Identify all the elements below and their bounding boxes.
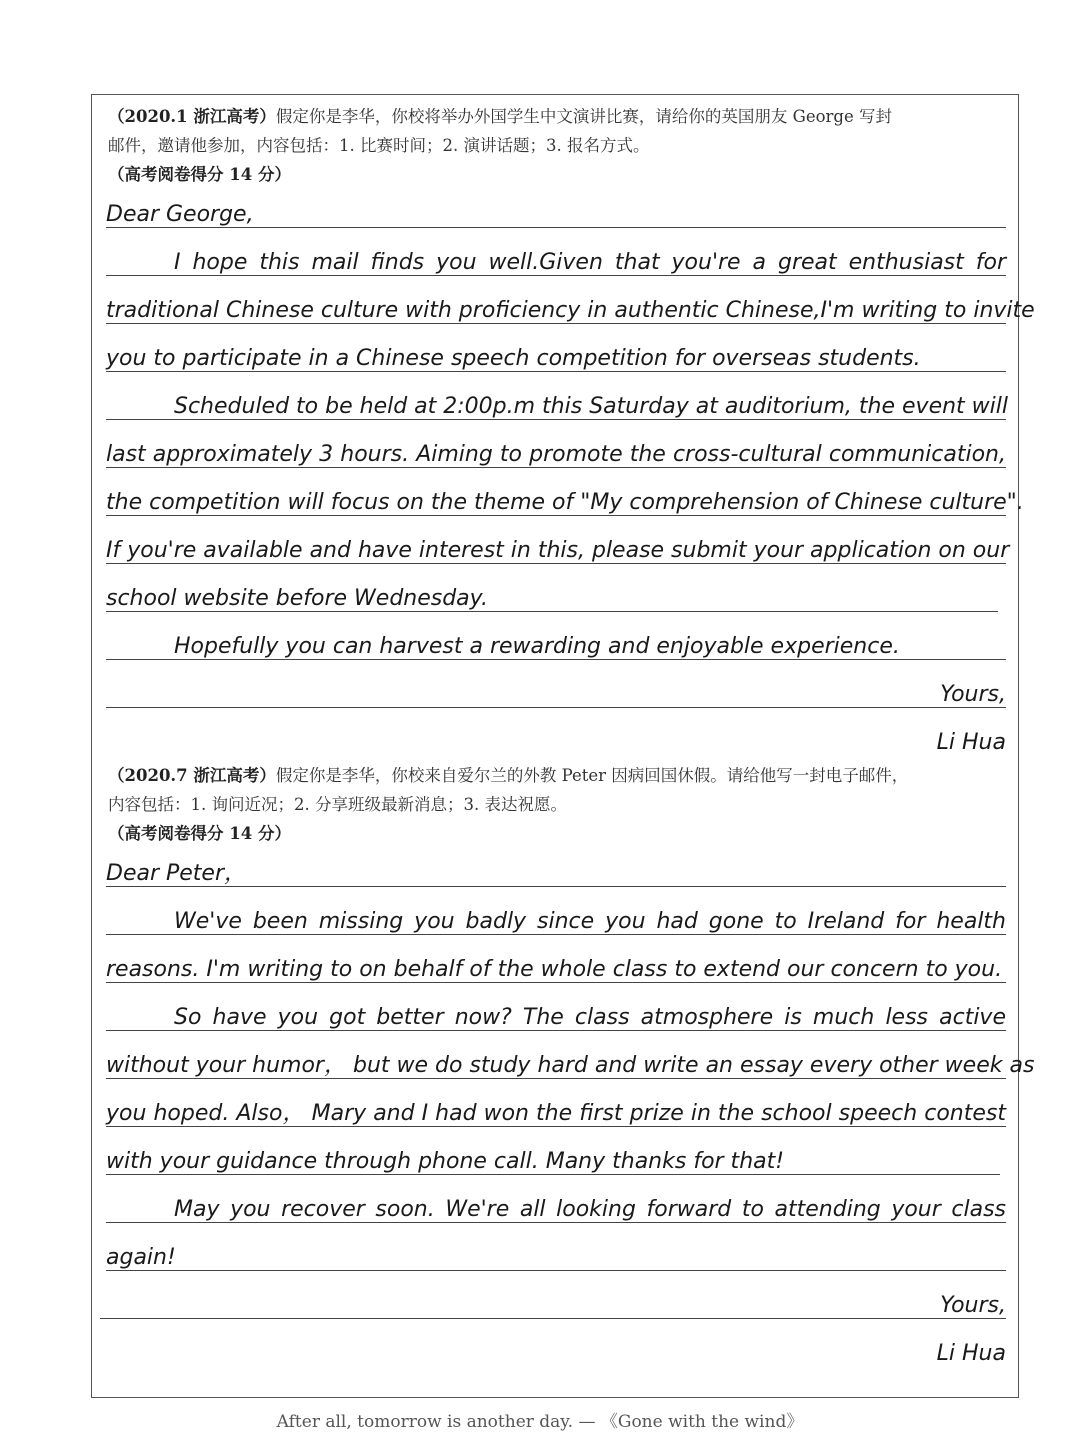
- letter1-line: If you're available and have interest in this, please submit your application on our: [106, 534, 1006, 564]
- letter1-line: last approximately 3 hours. Aiming to promote the cross-cultural communication,: [106, 438, 1006, 468]
- prompt-1: [108, 102, 1008, 160]
- letter2-line: without your humor， but we do study hard and write an essay every other week as: [106, 1049, 1006, 1079]
- letter2-line: May you recover soon. We're all looking forward to attending your class: [106, 1193, 1006, 1223]
- closing-1: Yours,: [106, 678, 1006, 708]
- letter1-line: the competition will focus on the theme of "My comprehension of Chinese culture".: [106, 486, 1006, 516]
- prompt-2: [108, 761, 1008, 819]
- letter2-line: So have you got better now? The class atmosphere is much less active: [106, 1001, 1006, 1031]
- score-1: （高考阅卷得分 14 分）: [108, 165, 291, 184]
- prompt-1-line1: 假定你是李华，你校将举办外国学生中文演讲比赛，请给你的英国朋友 George 写封: [275, 107, 892, 126]
- footer-quote: After all, tomorrow is another day. — 《Gone with the wind》: [276, 1412, 804, 1432]
- closing-2: Yours,: [100, 1289, 1006, 1319]
- salutation-2: Dear Peter，: [106, 857, 1006, 887]
- signature-2: Li Hua: [936, 1341, 1006, 1366]
- prompt-1-line2: 邮件，邀请他参加，内容包括：1. 比赛时间；2. 演讲话题；3. 报名方式。: [108, 136, 650, 155]
- letter1-line: traditional Chinese culture with proficiency in authentic Chinese,I'm writing to invite: [106, 294, 1006, 324]
- letter2-line: you hoped. Also， Mary and I had won the first prize in the school speech contest: [106, 1097, 1006, 1127]
- signature-1: Li Hua: [936, 730, 1006, 755]
- letter2-line: reasons. I'm writing to on behalf of the whole class to extend our concern to you.: [106, 953, 1006, 983]
- letter1-line: Hopefully you can harvest a rewarding and enjoyable experience.: [106, 630, 1006, 660]
- letter1-line: school website before Wednesday.: [106, 582, 998, 612]
- letter1-line: I hope this mail finds you well.Given that you're a great enthusiast for: [106, 246, 1006, 276]
- letter1-line: you to participate in a Chinese speech competition for overseas students.: [106, 342, 1006, 372]
- letter2-line: with your guidance through phone call. Many thanks for that!: [106, 1145, 1000, 1175]
- salutation-1: Dear George,: [106, 198, 1006, 228]
- prompt-2-line1: 假定你是李华，你校来自爱尔兰的外教 Peter 因病回国休假。请给他写一封电子邮件，: [275, 766, 909, 785]
- letter2-line: We've been missing you badly since you had gone to Ireland for health: [106, 905, 1006, 935]
- prompt-2-line2: 内容包括：1. 询问近况；2. 分享班级最新消息；3. 表达祝愿。: [108, 795, 567, 814]
- prompt-2-tag: （2020.7 浙江高考）: [108, 766, 276, 785]
- letter2-line: again!: [106, 1241, 1006, 1271]
- prompt-1-tag: （2020.1 浙江高考）: [108, 107, 276, 126]
- score-2: （高考阅卷得分 14 分）: [108, 824, 291, 843]
- letter1-line: Scheduled to be held at 2:00p.m this Saturday at auditorium, the event will: [106, 390, 1006, 420]
